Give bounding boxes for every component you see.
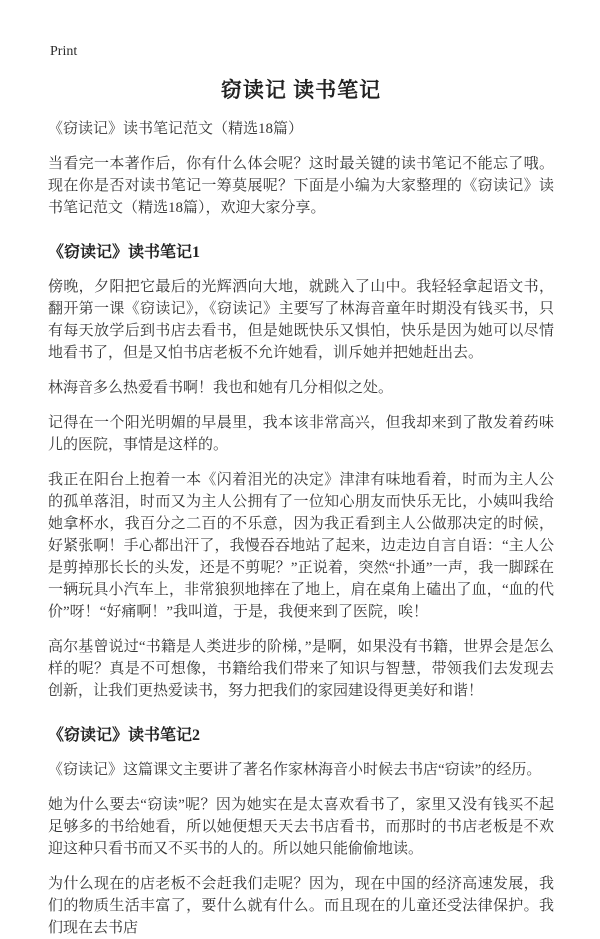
section-1-paragraph-3: 记得在一个阳光明媚的早晨里，我本该非常高兴，但我却来到了散发着药味儿的医院，事情是这样的。 (48, 415, 554, 453)
section-1-paragraph-4: 我正在阳台上抱着一本《闪着泪光的决定》津津有味地看着，时而为主人公的孤单落泪，时而又为主人公拥有了一位知心朋友而快乐无比，小姨叫我给她拿杯水，我百分之二百的不乐意，因为我正看到主人公做那决定的时候，好紧张啊！手心都出汗了，我慢吞吞地站了起来，边走边自言自语：“主人公是剪掉那长长的头发，还是不剪呢？”正说着，突然“扑通”一声，我一脚踩在一辆玩具小汽车上，非常狼狈地摔在了地上，肩在桌角上磕出了血，“血的代价”呀！“好痛啊！”我叫道，于是，我便来到了医院，唉！ (48, 472, 554, 620)
intro-paragraph: 当看完一本著作后，你有什么体会呢？这时最关键的读书笔记不能忘了哦。现在你是否对读书笔记一筹莫展呢？下面是小编为大家整理的《窃读记》读书笔记范文（精选18篇），欢迎大家分享。 (48, 156, 554, 216)
subtitle: 《窃读记》读书笔记范文（精选18篇） (48, 121, 304, 137)
section-2-heading: 《窃读记》读书笔记2 (48, 727, 201, 744)
section-2-paragraph-2: 她为什么要去“窃读”呢？因为她实在是太喜欢看书了，家里又没有钱买不起足够多的书给她看，所以她便想天天去书店看书，而那时的书店老板是不欢迎这种只看书而又不买书的人的。所以她只能偷偷地读。 (48, 797, 554, 857)
section-1-paragraph-5: 高尔基曾说过“书籍是人类进步的阶梯，”是啊，如果没有书籍，世界会是怎么样的呢？真是不可想像，书籍给我们带来了知识与智慧，带领我们去发现去创新，让我们更热爱读书，努力把我们的家园建设得更美好和谐！ (48, 639, 554, 699)
section-2-paragraph-1: 《窃读记》这篇课文主要讲了著名作家林海音小时候去书店“窃读”的经历。 (48, 762, 542, 778)
page-title: 窃读记 读书笔记 (220, 78, 382, 102)
print-button[interactable]: Print (50, 44, 78, 59)
section-1-paragraph-1: 傍晚，夕阳把它最后的光辉洒向大地，就跳入了山中。我轻轻拿起语文书，翻开第一课《窃读记》，《窃读记》主要写了林海音童年时期没有钱买书，只有每天放学后到书店去看书，但是她既快乐又惧怕，快乐是因为她可以尽情地看书了，但是又怕书店老板不允许她看，训斥她并把她赶出去。 (48, 279, 554, 361)
section-1-heading: 《窃读记》读书笔记1 (48, 244, 201, 261)
section-2-paragraph-3: 为什么现在的店老板不会赶我们走呢？因为，现在中国的经济高速发展，我们的物质生活丰富了，要什么就有什么。而且现在的儿童还受法律保护。我们现在去书店 (48, 876, 554, 936)
section-1-paragraph-2: 林海音多么热爱看书啊！我也和她有几分相似之处。 (48, 380, 394, 396)
